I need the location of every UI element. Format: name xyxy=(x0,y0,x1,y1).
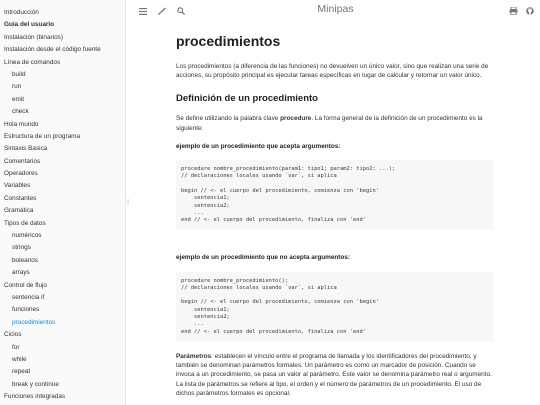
sidebar-item[interactable]: Control de flujo xyxy=(4,281,47,289)
sidebar-item[interactable]: Hola mundo xyxy=(4,120,39,128)
table-of-contents xyxy=(0,0,125,404)
sidebar-item[interactable]: funciones xyxy=(12,306,40,314)
sidebar-item[interactable]: Variables xyxy=(4,182,31,190)
example1-title: ejemplo de un procedimiento que acepta argumentos: xyxy=(176,142,341,150)
sidebar-item[interactable]: check xyxy=(12,108,29,116)
sidebar-item[interactable]: for xyxy=(12,343,20,351)
sidebar-item[interactable]: while xyxy=(12,355,27,363)
sidebar-item[interactable]: Comentarios xyxy=(4,157,41,165)
code-block-with-args: procedure nombre_procedimiento(param1: tipo1; param2: tipo2; ...); // declaraciones locales usando `var`, si aplica begin // <- el cuerpo del procedimiento, comienza con 'begin' sentencia1; sentencia2; ... end // <- el cuerpo del procedimiento, finaliza con 'end' xyxy=(176,160,494,230)
sidebar-item[interactable]: emit xyxy=(12,95,25,103)
sidebar-item[interactable]: Introducción xyxy=(4,9,39,16)
parameters-text: : establecen el vínculo entre el programa de llamada y los identificadores del procedimiento, y también se denominan parámetros formales. Un parámetro es como un marcador de posición. Cuando se invoca a un procedimiento, se pasa un valor al parámetro. Este valor se denomina parámetro real o argumento. La lista de parámetros se refiere al tipo, el orden y el número de parámetros de un procedimiento. El uso de dichos parámetros formales es opcional. xyxy=(176,352,492,397)
sidebar-item[interactable]: Línea de comandos xyxy=(4,58,61,66)
definition-text-before: Se define utilizando la palabra clave xyxy=(176,115,281,123)
sidebar-item[interactable]: boleanos xyxy=(12,256,38,264)
sidebar-item[interactable]: break y continue xyxy=(12,380,59,388)
sidebar xyxy=(0,0,126,405)
page-title: procedimientos xyxy=(176,33,281,49)
sidebar-item[interactable]: Tipos de datos xyxy=(4,219,46,227)
sidebar-item[interactable]: Constantes xyxy=(4,194,37,202)
sidebar-item[interactable]: procedimientos xyxy=(12,318,56,326)
parameters-label: Parámetros xyxy=(176,352,212,360)
sidebar-item[interactable]: Guía del usuario xyxy=(4,21,55,29)
example2-title: ejemplo de un procedimiento que no acepta argumentos: xyxy=(176,254,350,262)
definition-paragraph xyxy=(176,114,494,132)
sidebar-item[interactable]: strings xyxy=(12,244,31,252)
sidebar-item[interactable]: Instalación (binarios) xyxy=(4,33,63,41)
sidebar-item[interactable]: Funciones integradas xyxy=(4,393,66,401)
procedure-keyword: procedure xyxy=(280,115,312,123)
menu-bar xyxy=(131,0,540,22)
print-icon[interactable] xyxy=(507,5,519,17)
sidebar-resize-handle[interactable]: ⁝ xyxy=(126,198,130,207)
book-title: Minipas xyxy=(317,3,354,15)
sidebar-item[interactable]: Ciclos xyxy=(4,331,22,339)
main-content xyxy=(176,33,494,405)
definition-text-after: . La forma general de la definición de un procedimiento es la siguiente: xyxy=(176,115,483,132)
github-icon[interactable] xyxy=(524,5,536,17)
sidebar-item[interactable]: Sintaxis Basica xyxy=(4,145,48,153)
code-block-no-args: procedure nombre_procedimiento(); // declaraciones locales usando `var`, si aplica begin // <- el cuerpo del procedimiento, comienza con 'begin' sentencia1; sentencia2; ... end // <- el cuerpo del procedimiento, finaliza con 'end' xyxy=(176,272,494,342)
sidebar-item[interactable]: Operadores xyxy=(4,170,38,178)
sidebar-item[interactable]: Instalación desde el código fuente xyxy=(4,46,101,54)
sidebar-item[interactable]: arrays xyxy=(12,269,30,277)
intro-paragraph: Los procedimientos (a diferencia de las funciones) no devuelven un único valor, sino que realizan una serie de acciones, su propósito principal es ejecutar tareas específicas en lugar de calcular y retornar un valor único. xyxy=(176,63,489,80)
sidebar-item[interactable]: Gramática xyxy=(4,207,34,215)
sidebar-item[interactable]: build xyxy=(12,70,26,78)
parameters-paragraph xyxy=(176,352,494,398)
sidebar-item[interactable]: run xyxy=(12,83,22,91)
sidebar-item[interactable]: sentencia if xyxy=(12,293,45,301)
sidebar-item[interactable]: numéricos xyxy=(12,232,42,240)
sidebar-item[interactable]: Estructura de un programa xyxy=(4,132,81,140)
section-heading: Definición de un procedimiento xyxy=(176,93,318,105)
sidebar-item[interactable]: repeat xyxy=(12,368,31,376)
